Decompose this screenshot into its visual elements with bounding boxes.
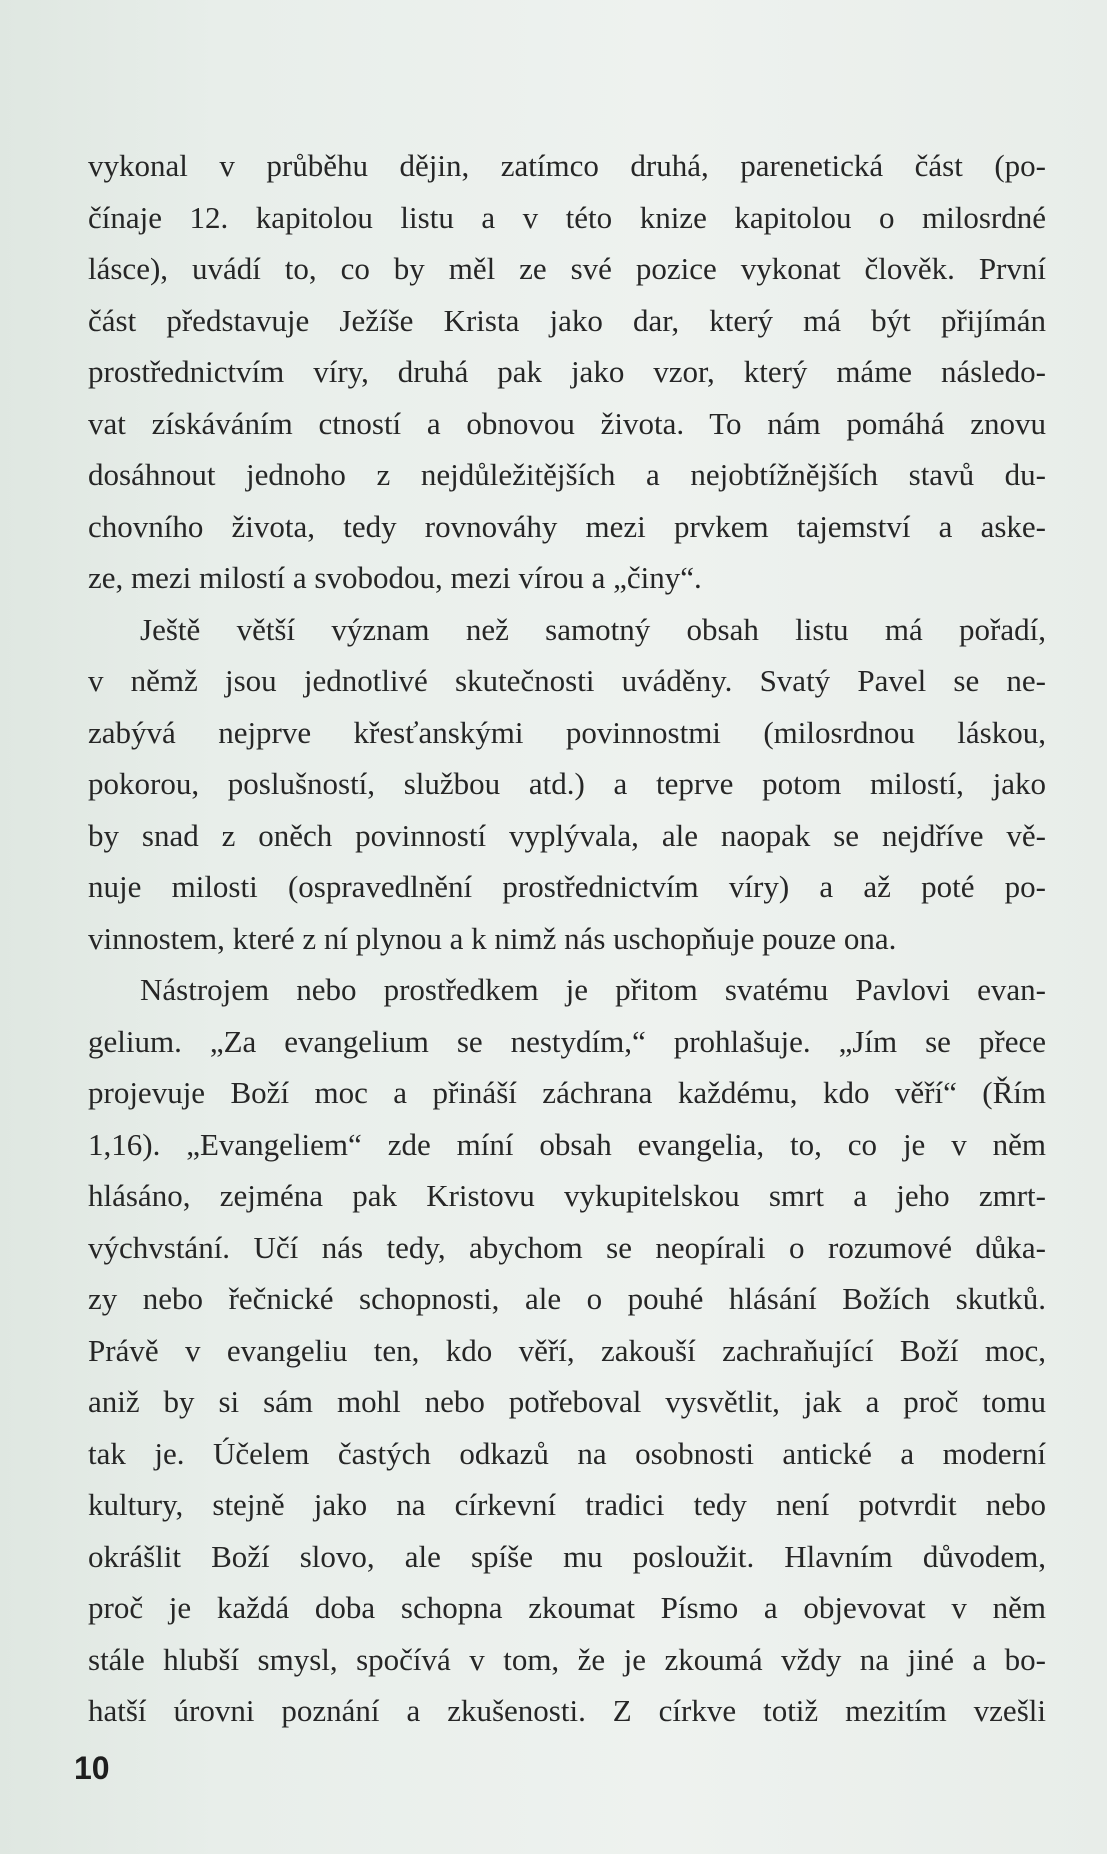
- text-line: aniž by si sám mohl nebo potřeboval vysvětlit, jak a proč tomu: [88, 1384, 1046, 1419]
- text-line: proč je každá doba schopna zkoumat Písmo a objevovat v něm: [88, 1590, 1046, 1625]
- text-line: ze, mezi milostí a svobodou, mezi vírou a „činy“.: [88, 560, 702, 595]
- paragraph-first-line: Ještě větší význam než samotný obsah listu má pořadí,: [140, 611, 1046, 647]
- paragraph-first-line: Nástrojem nebo prostředkem je přitom svatému Pavlovi evan-: [140, 972, 1046, 1007]
- text-line: hatší úrovni poznání a zkušenosti. Z církve totiž mezitím vzešli: [88, 1693, 1046, 1728]
- text-line: gelium. „Za evangelium se nestydím,“ prohlašuje. „Jím se přece: [88, 1023, 1046, 1059]
- text-line: 1,16). „Evangeliem“ zde míní obsah evangelia, to, co je v něm: [88, 1126, 1046, 1162]
- text-line: část představuje Ježíše Krista jako dar, který má být přijímán: [88, 302, 1046, 338]
- text-line: kultury, stejně jako na církevní tradici tedy není potvrdit nebo: [88, 1487, 1046, 1522]
- body-text: [88, 140, 1046, 1737]
- text-line: čínaje 12. kapitolou listu a v této knize kapitolou o milosrdné: [88, 199, 1046, 235]
- text-line: stále hlubší smysl, spočívá v tom, že je zkoumá vždy na jiné a bo-: [88, 1641, 1046, 1677]
- page-number: 10: [74, 1750, 110, 1786]
- text-line: prostřednictvím víry, druhá pak jako vzor, který máme následo-: [88, 354, 1046, 389]
- text-line: chovního života, tedy rovnováhy mezi prvkem tajemství a aske-: [88, 508, 1046, 544]
- text-line: zy nebo řečnické schopnosti, ale o pouhé hlásání Božích skutků.: [88, 1281, 1046, 1316]
- text-line: dosáhnout jednoho z nejdůležitějších a nejobtížnějších stavů du-: [88, 457, 1046, 492]
- text-line: vykonal v průběhu dějin, zatímco druhá, parenetická část (po-: [88, 148, 1046, 183]
- text-line: v němž jsou jednotlivé skutečnosti uváděny. Svatý Pavel se ne-: [88, 663, 1046, 698]
- text-line: vinnostem, které z ní plynou a k nimž nás uschopňuje pouze ona.: [88, 920, 897, 956]
- text-line: zabývá nejprve křesťanskými povinnostmi (milosrdnou láskou,: [88, 714, 1046, 750]
- text-line: výchvstání. Učí nás tedy, abychom se neopírali o rozumové důka-: [88, 1229, 1046, 1265]
- text-line: projevuje Boží moc a přináší záchrana každému, kdo věří“ (Řím: [88, 1075, 1046, 1110]
- text-line: lásce), uvádí to, co by měl ze své pozice vykonat člověk. První: [88, 251, 1046, 286]
- text-line: tak je. Účelem častých odkazů na osobnosti antické a moderní: [88, 1435, 1046, 1471]
- text-line: okrášlit Boží slovo, ale spíše mu posloužit. Hlavním důvodem,: [88, 1538, 1046, 1574]
- text-line: vat získáváním ctností a obnovou života. To nám pomáhá znovu: [88, 405, 1046, 441]
- text-line: Právě v evangeliu ten, kdo věří, zakouší zachraňující Boží moc,: [88, 1332, 1046, 1368]
- text-line: by snad z oněch povinností vyplývala, ale naopak se nejdříve vě-: [88, 817, 1046, 853]
- text-line: pokorou, poslušností, službou atd.) a teprve potom milostí, jako: [88, 766, 1046, 801]
- text-line: hlásáno, zejména pak Kristovu vykupitelskou smrt a jeho zmrt-: [88, 1178, 1046, 1213]
- text-line: nuje milosti (ospravedlnění prostřednictvím víry) a až poté po-: [88, 869, 1046, 904]
